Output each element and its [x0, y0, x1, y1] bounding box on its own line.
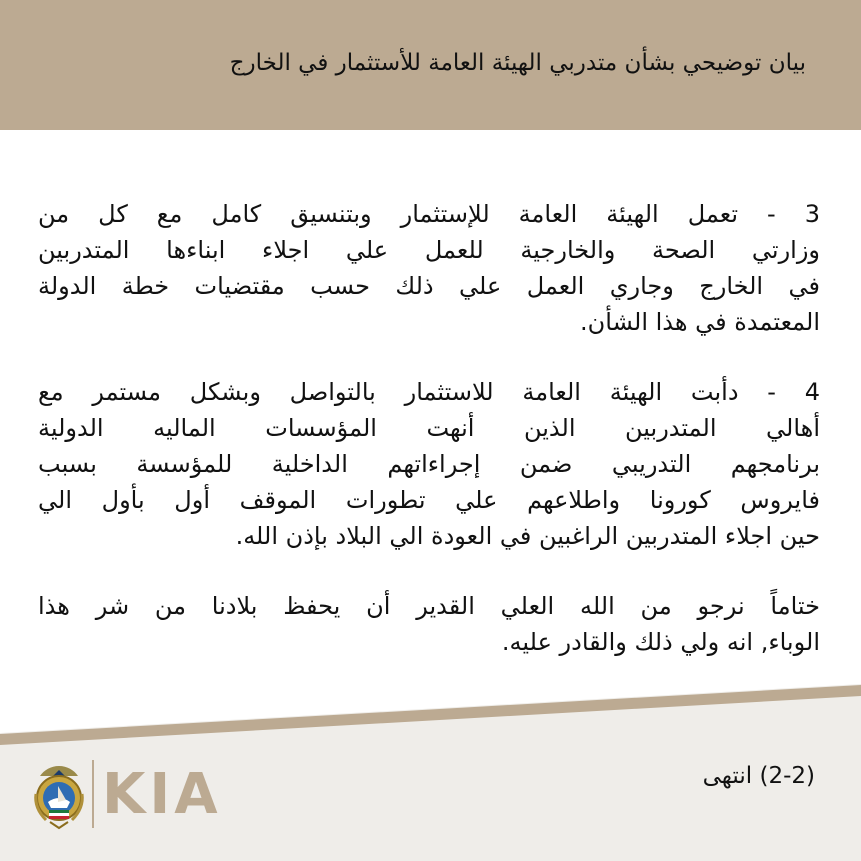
text-line: وزارتي الصحة والخارجية للعمل علي اجلاء ابناءها المتدربين	[38, 236, 820, 264]
footer-band	[0, 650, 861, 861]
end-note: (2-2) انتهى	[702, 763, 815, 789]
text-line: أهالي المتدربين الذين أنهت المؤسسات الماليه الدولية	[38, 414, 820, 442]
paragraph-4	[38, 374, 820, 554]
page-title: بيان توضيحي بشأن متدربي الهيئة العامة للأستثمار في الخارج	[229, 50, 806, 76]
kuwait-emblem-icon	[32, 764, 86, 830]
text-line: ختاماً نرجو من الله العلي القدير أن يحفظ بلادنا من شر هذا	[38, 592, 820, 620]
text-line: الوباء, انه ولي ذلك والقادر عليه.	[501, 628, 820, 656]
text-line: 3 - تعمل الهيئة العامة للإستثمار وبتنسيق كامل مع كل من	[38, 200, 820, 228]
kia-logo: KIA	[102, 762, 222, 827]
paragraph-3	[38, 196, 820, 340]
text-line: برنامجهم التدريبي ضمن إجراءاتهم الداخلية للمؤسسة بسبب	[38, 450, 820, 478]
logo-divider	[92, 760, 94, 828]
header-banner	[0, 0, 861, 130]
text-line: حين اجلاء المتدربين الراغبين في العودة الي البلاد بإذن الله.	[235, 522, 820, 550]
text-line: في الخارج وجاري العمل علي ذلك حسب مقتضيات خطة الدولة	[38, 272, 820, 300]
text-line: 4 - دأبت الهيئة العامة للاستثمار بالتواصل وبشكل مستمر مع	[38, 378, 820, 406]
text-line: المعتمدة في هذا الشأن.	[580, 308, 820, 336]
statement-body	[38, 196, 820, 660]
text-line: فايروس كورونا واطلاعهم علي تطورات الموقف أول بأول الي	[38, 486, 820, 514]
